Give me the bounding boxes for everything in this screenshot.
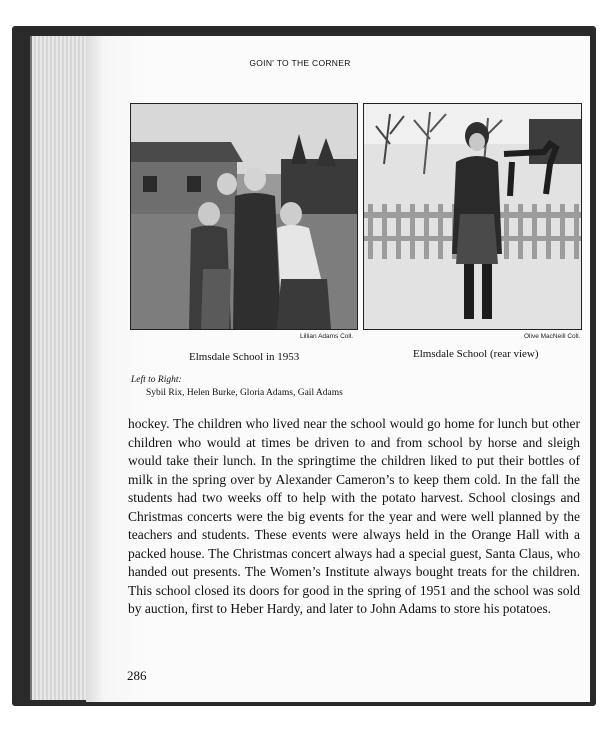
- photo-credit-left: Lillian Adams Coll.: [300, 333, 354, 340]
- photo-caption-right: Elmsdale School (rear view): [413, 348, 539, 360]
- page-number: 286: [127, 668, 147, 683]
- photo-school-rear-view: [363, 103, 582, 330]
- photo-school-1953: [130, 103, 358, 330]
- body-text: hockey. The children who lived near the school would go home for lunch but other children who would at times be driven to and from school by horse and sleigh would take their lunch. In the springtime the children liked to put their bottles of milk in the spring over by Alexander Cameron’s to keep them cold. In the fall the students had two weeks off to help with the potato harvest. School closings and Christmas concerts were the big events for the year and were well planned by the teachers and students. These events were always held in the Orange Hall with a packed house. The Christmas concert always had a special guest, Santa Claus, who handed out presents. The Women’s Institute always bought treats for the children. This school closed its doors for good in the spring of 1951 and the school was sold by auction, first to Heber Hardy, and later to John Adams to store his potatoes.: [128, 416, 580, 616]
- photo-caption-left: Elmsdale School in 1953: [189, 351, 300, 363]
- people-caption-label: Left to Right:: [131, 375, 182, 385]
- running-head: GOIN' TO THE CORNER: [249, 58, 351, 68]
- people-caption-names: Sybil Rix, Helen Burke, Gloria Adams, Gail Adams: [146, 388, 343, 398]
- photo-credit-right: Olive MacNeill Coll.: [524, 333, 581, 340]
